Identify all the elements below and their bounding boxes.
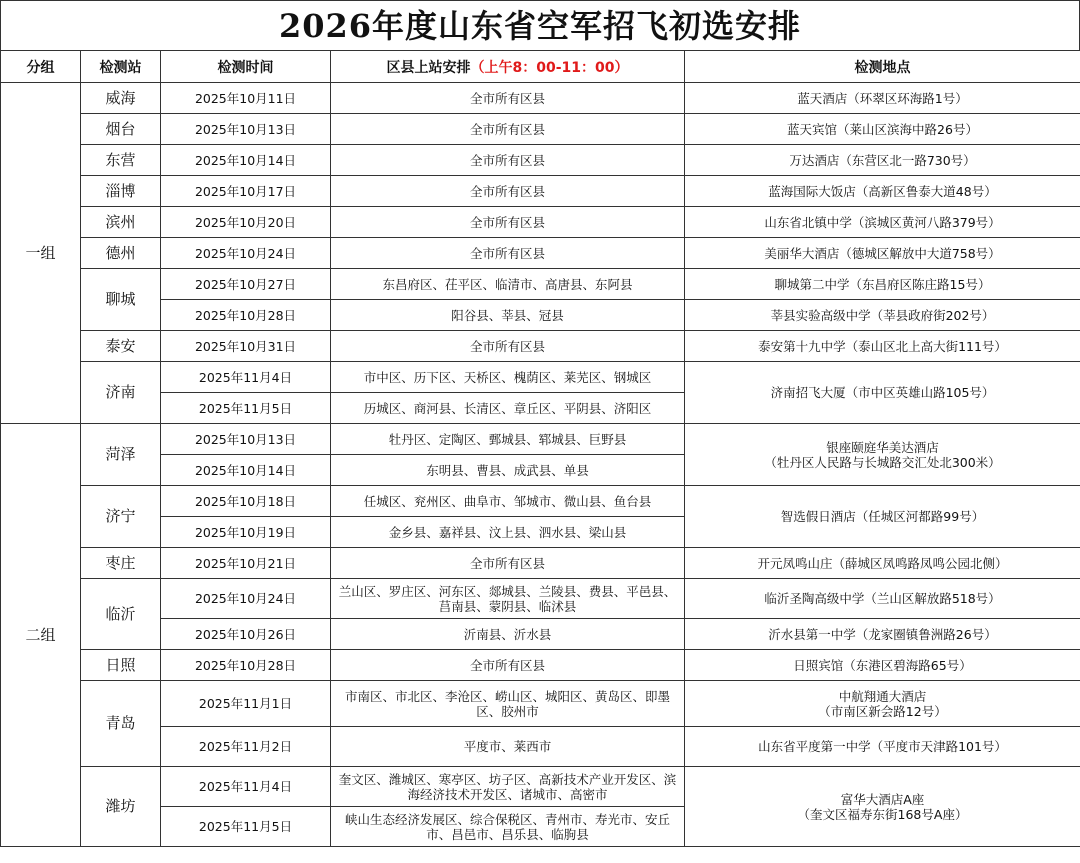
header-location: 检测地点: [685, 51, 1080, 83]
table-row: [1, 269, 1080, 300]
location-address: （牡丹区人民路与长城路交汇处北300米）: [764, 454, 1001, 470]
header-counties-label: 区县上站安排: [386, 59, 471, 76]
station-cell: 济宁: [81, 486, 161, 548]
date-cell: 2025年10月28日: [161, 300, 331, 331]
table-row: [1, 727, 1080, 767]
counties-cell: 全市所有区县: [331, 650, 685, 681]
location-cell: [685, 767, 1080, 847]
location-cell: 沂水县第一中学（龙家圈镇鲁洲路26号）: [685, 619, 1080, 650]
station-cell: 聊城: [81, 269, 161, 331]
location-cell: 聊城第二中学（东昌府区陈庄路15号）: [685, 269, 1080, 300]
station-cell: 德州: [81, 238, 161, 269]
table-row: [1, 579, 1080, 619]
station-cell: 烟台: [81, 114, 161, 145]
location-cell: 蓝天宾馆（莱山区滨海中路26号）: [685, 114, 1080, 145]
table-row: [1, 619, 1080, 650]
header-station: 检测站: [81, 51, 161, 83]
table-row: [1, 681, 1080, 727]
date-cell: 2025年10月18日: [161, 486, 331, 517]
table-row: [1, 300, 1080, 331]
station-cell: 潍坊: [81, 767, 161, 847]
table-row: [1, 331, 1080, 362]
date-cell: 2025年11月4日: [161, 362, 331, 393]
header-group: 分组: [1, 51, 81, 83]
location-cell: 开元凤鸣山庄（薛城区凤鸣路凤鸣公园北侧）: [685, 548, 1080, 579]
counties-cell: 平度市、莱西市: [331, 727, 685, 767]
table-row: [1, 83, 1080, 114]
date-cell: 2025年10月24日: [161, 579, 331, 619]
station-cell: 菏泽: [81, 424, 161, 486]
date-cell: 2025年10月24日: [161, 238, 331, 269]
location-cell: 济南招飞大厦（市中区英雄山路105号）: [685, 362, 1080, 424]
table-row: [1, 767, 1080, 807]
location-address: （市南区新会路12号）: [818, 703, 947, 719]
station-cell: 滨州: [81, 207, 161, 238]
station-cell: 枣庄: [81, 548, 161, 579]
date-cell: 2025年10月28日: [161, 650, 331, 681]
table-row: [1, 145, 1080, 176]
table-row: [1, 548, 1080, 579]
header-counties-time: （上午8：00-11：00）: [470, 59, 629, 76]
location-name: 银座颐庭华美达酒店: [826, 439, 939, 455]
location-cell: 智选假日酒店（任城区河都路99号）: [685, 486, 1080, 548]
station-cell: 东营: [81, 145, 161, 176]
group-cell: 一组: [1, 83, 81, 424]
table-row: [1, 424, 1080, 455]
location-cell: 蓝天酒店（环翠区环海路1号）: [685, 83, 1080, 114]
counties-cell: 峡山生态经济发展区、综合保税区、青州市、寿光市、安丘市、昌邑市、昌乐县、临朐县: [331, 807, 685, 847]
counties-cell: 全市所有区县: [331, 114, 685, 145]
counties-cell: 全市所有区县: [331, 331, 685, 362]
location-cell: 日照宾馆（东港区碧海路65号）: [685, 650, 1080, 681]
station-cell: 青岛: [81, 681, 161, 767]
date-cell: 2025年11月4日: [161, 767, 331, 807]
counties-cell: 全市所有区县: [331, 83, 685, 114]
location-cell: 山东省平度第一中学（平度市天津路101号）: [685, 727, 1080, 767]
counties-cell: 兰山区、罗庄区、河东区、郯城县、兰陵县、费县、平邑县、莒南县、蒙阴县、临沭县: [331, 579, 685, 619]
date-cell: 2025年10月17日: [161, 176, 331, 207]
counties-cell: 金乡县、嘉祥县、汶上县、泗水县、梁山县: [331, 517, 685, 548]
station-cell: 泰安: [81, 331, 161, 362]
date-cell: 2025年11月5日: [161, 807, 331, 847]
location-cell: 莘县实验高级中学（莘县政府街202号）: [685, 300, 1080, 331]
date-cell: 2025年11月1日: [161, 681, 331, 727]
date-cell: 2025年11月2日: [161, 727, 331, 767]
header-counties: [331, 51, 685, 83]
schedule-table: [0, 50, 1080, 847]
counties-cell: 任城区、兖州区、曲阜市、邹城市、微山县、鱼台县: [331, 486, 685, 517]
table-row: [1, 650, 1080, 681]
date-cell: 2025年10月21日: [161, 548, 331, 579]
date-cell: 2025年10月13日: [161, 114, 331, 145]
station-cell: 济南: [81, 362, 161, 424]
counties-cell: 东明县、曹县、成武县、单县: [331, 455, 685, 486]
station-cell: 威海: [81, 83, 161, 114]
location-cell: 泰安第十九中学（泰山区北上高大街111号）: [685, 331, 1080, 362]
date-cell: 2025年10月14日: [161, 455, 331, 486]
date-cell: 2025年11月5日: [161, 393, 331, 424]
station-cell: 日照: [81, 650, 161, 681]
header-row: [1, 51, 1080, 83]
date-cell: 2025年10月14日: [161, 145, 331, 176]
counties-cell: 奎文区、潍城区、寒亭区、坊子区、高新技术产业开发区、滨海经济技术开发区、诸城市、高密市: [331, 767, 685, 807]
counties-cell: 全市所有区县: [331, 548, 685, 579]
date-cell: 2025年10月19日: [161, 517, 331, 548]
table-row: [1, 362, 1080, 393]
date-cell: 2025年10月31日: [161, 331, 331, 362]
counties-cell: 全市所有区县: [331, 145, 685, 176]
location-cell: 蓝海国际大饭店（高新区鲁泰大道48号）: [685, 176, 1080, 207]
location-cell: 临沂圣陶高级中学（兰山区解放路518号）: [685, 579, 1080, 619]
location-cell: 美丽华大酒店（德城区解放中大道758号）: [685, 238, 1080, 269]
group-cell: 二组: [1, 424, 81, 847]
location-cell: [685, 681, 1080, 727]
counties-cell: 全市所有区县: [331, 207, 685, 238]
counties-cell: 市南区、市北区、李沧区、崂山区、城阳区、黄岛区、即墨区、胶州市: [331, 681, 685, 727]
location-cell: 万达酒店（东营区北一路730号）: [685, 145, 1080, 176]
header-time: 检测时间: [161, 51, 331, 83]
date-cell: 2025年10月20日: [161, 207, 331, 238]
table-row: [1, 238, 1080, 269]
table-row: [1, 207, 1080, 238]
page-title: 2026年度山东省空军招飞初选安排: [0, 0, 1080, 50]
table-row: [1, 176, 1080, 207]
date-cell: 2025年10月27日: [161, 269, 331, 300]
date-cell: 2025年10月26日: [161, 619, 331, 650]
table-row: [1, 486, 1080, 517]
date-cell: 2025年10月13日: [161, 424, 331, 455]
station-cell: 临沂: [81, 579, 161, 650]
counties-cell: 阳谷县、莘县、冠县: [331, 300, 685, 331]
location-cell: 山东省北镇中学（滨城区黄河八路379号）: [685, 207, 1080, 238]
table-row: [1, 114, 1080, 145]
location-name: 富华大酒店A座: [840, 791, 925, 807]
counties-cell: 东昌府区、茌平区、临清市、高唐县、东阿县: [331, 269, 685, 300]
counties-cell: 牡丹区、定陶区、鄄城县、郓城县、巨野县: [331, 424, 685, 455]
location-cell: [685, 424, 1080, 486]
counties-cell: 全市所有区县: [331, 238, 685, 269]
counties-cell: 全市所有区县: [331, 176, 685, 207]
counties-cell: 历城区、商河县、长清区、章丘区、平阴县、济阳区: [331, 393, 685, 424]
location-name: 中航翔通大酒店: [838, 688, 927, 704]
station-cell: 淄博: [81, 176, 161, 207]
location-address: （奎文区福寿东街168号A座）: [797, 806, 968, 822]
counties-cell: 市中区、历下区、天桥区、槐荫区、莱芜区、钢城区: [331, 362, 685, 393]
date-cell: 2025年10月11日: [161, 83, 331, 114]
counties-cell: 沂南县、沂水县: [331, 619, 685, 650]
